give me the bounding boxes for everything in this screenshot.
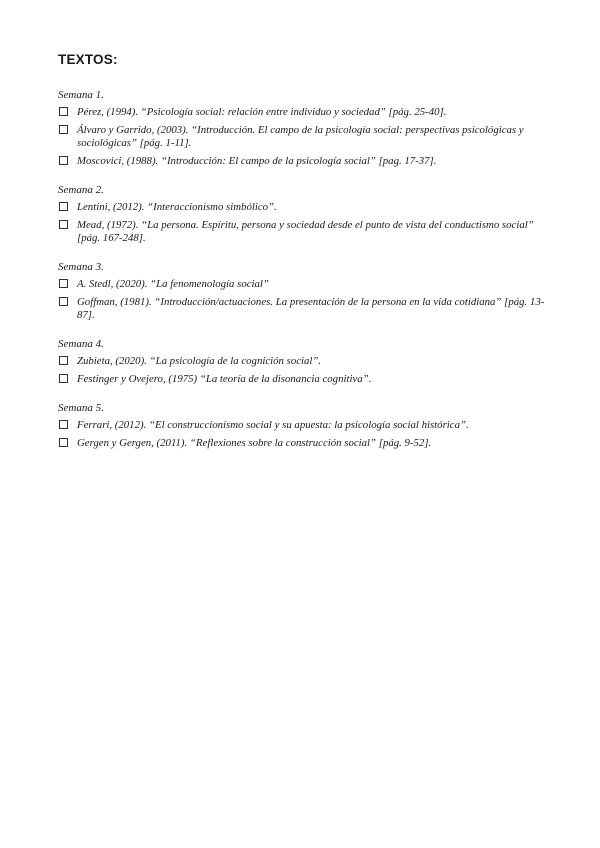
week-section-4 [58, 338, 558, 386]
week-section-2 [58, 184, 558, 245]
reading-item [58, 219, 558, 245]
reading-item [58, 124, 558, 150]
checkbox-icon[interactable] [59, 438, 68, 447]
checkbox-icon[interactable] [59, 202, 68, 211]
week-label: Semana 4. [58, 338, 104, 350]
checkbox-icon[interactable] [59, 125, 68, 134]
reading-text: Mead, (1972). “La persona. Espíritu, persona y sociedad desde el punto de vista del conductismo social” [pág. 167-248]. [77, 219, 534, 244]
checkbox-icon[interactable] [59, 156, 68, 165]
reading-text: Festinger y Ovejero, (1975) “La teoría de la disonancia cognitiva”. [77, 373, 372, 385]
reading-text: Zubieta, (2020). “La psicología de la cognición social”. [77, 355, 322, 367]
checkbox-icon[interactable] [59, 297, 68, 306]
reading-item [58, 201, 558, 214]
reading-text: Lentini, (2012). “Interaccionismo simbólico”. [77, 201, 277, 213]
week-section-1 [58, 89, 558, 168]
checkbox-icon[interactable] [59, 420, 68, 429]
reading-item [58, 355, 558, 368]
page-title: TEXTOS: [58, 52, 118, 67]
reading-text: Goffman, (1981). “Introducción/actuaciones. La presentación de la persona en la vida cotidiana” [pág. 13-87]. [77, 296, 545, 321]
checkbox-icon[interactable] [59, 220, 68, 229]
reading-item [58, 106, 558, 119]
week-section-5 [58, 402, 558, 450]
reading-item [58, 278, 558, 291]
week-label: Semana 2. [58, 184, 104, 196]
week-label: Semana 1. [58, 89, 104, 101]
reading-item [58, 419, 558, 432]
checkbox-icon[interactable] [59, 356, 68, 365]
reading-text: Álvaro y Garrido, (2003). “Introducción. El campo de la psicología social: perspectivas psicológicas y sociológicas” [pág. 1-11]. [77, 124, 524, 149]
reading-item [58, 296, 558, 322]
week-section-3 [58, 261, 558, 322]
week-label: Semana 3. [58, 261, 104, 273]
reading-text: Pérez, (1994). “Psicología social: relación entre individuo y sociedad” [pág. 25-40]. [77, 106, 447, 118]
checkbox-icon[interactable] [59, 374, 68, 383]
reading-text: Gergen y Gergen, (2011). “Reflexiones sobre la construcción social” [pág. 9-52]. [77, 437, 432, 449]
reading-item [58, 437, 558, 450]
checkbox-icon[interactable] [59, 107, 68, 116]
week-label: Semana 5. [58, 402, 104, 414]
reading-text: A. Stedl, (2020). “La fenomenología social” [77, 278, 269, 290]
checkbox-icon[interactable] [59, 279, 68, 288]
document-page [58, 52, 558, 466]
reading-text: Moscovici, (1988). “Introducción: El campo de la psicología social” [pag. 17-37]. [77, 155, 437, 167]
reading-item [58, 155, 558, 168]
reading-text: Ferrari, (2012). “El construccionismo social y su apuesta: la psicología social histórica”. [77, 419, 469, 431]
reading-item [58, 373, 558, 386]
